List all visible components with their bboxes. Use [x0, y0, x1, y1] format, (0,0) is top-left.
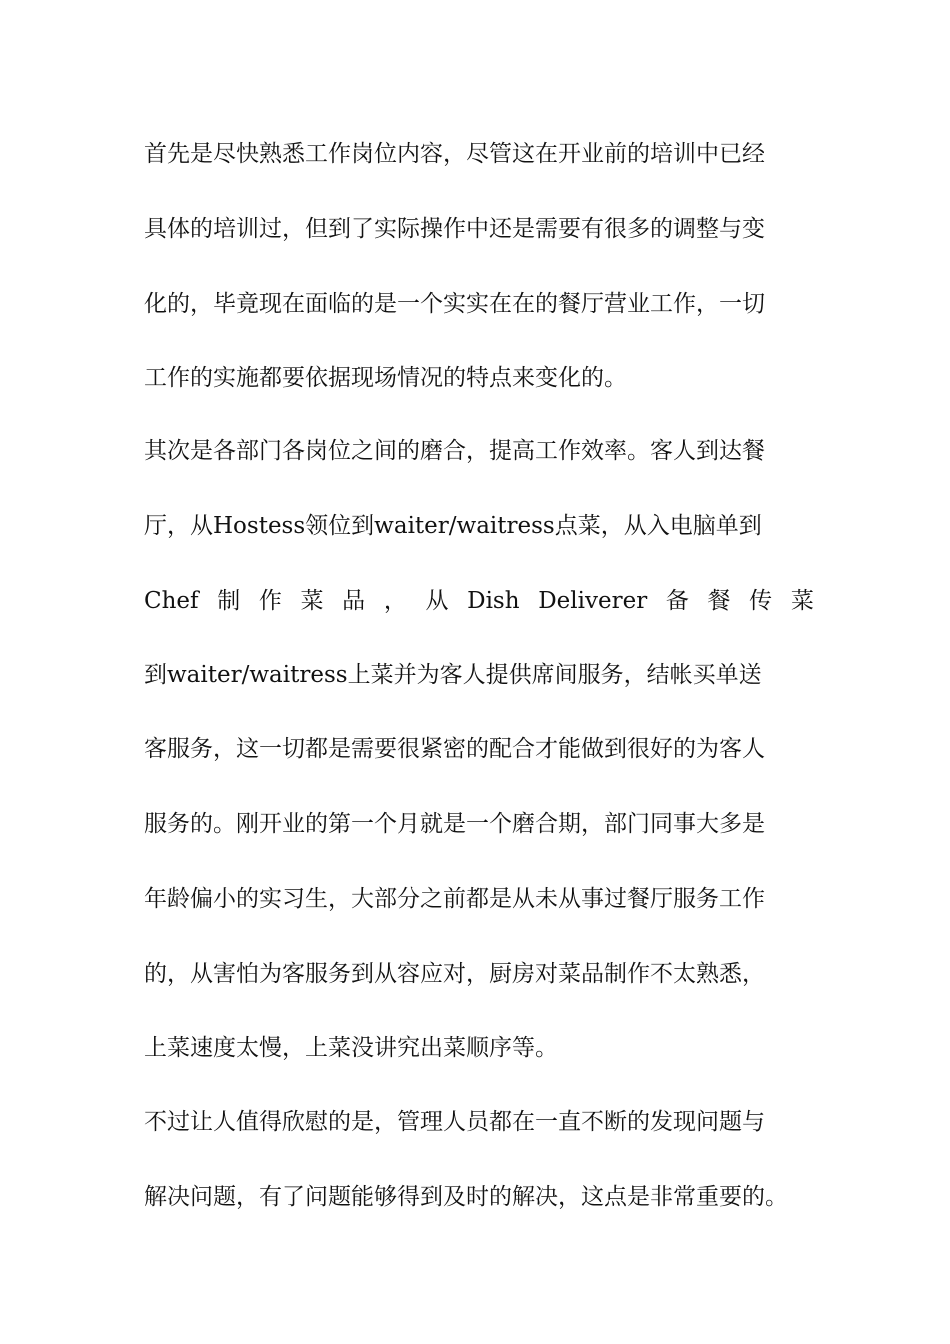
paragraph-line: 服务的。刚开业的第一个月就是一个磨合期，部门同事大多是 [144, 811, 765, 837]
line-word: 传 [749, 588, 773, 614]
line-word: Dish [467, 588, 520, 614]
paragraph-line: 首先是尽快熟悉工作岗位内容，尽管这在开业前的培训中已经 [144, 141, 765, 167]
line-word: 备 [665, 588, 689, 614]
paragraph-line: 不过让人值得欣慰的是，管理人员都在一直不断的发现问题与 [144, 1109, 765, 1135]
paragraph-line: 的，从害怕为客服务到从容应对，厨房对菜品制作不太熟悉， [144, 961, 765, 987]
line-word: Chef [144, 588, 199, 614]
line-word: 餐 [707, 588, 731, 614]
line-word: 从 [425, 588, 449, 614]
paragraph-line: 上菜速度太慢，上菜没讲究出菜顺序等。 [144, 1035, 558, 1061]
paragraph-line: 工作的实施都要依据现场情况的特点来变化的。 [144, 365, 627, 391]
line-word: 制 [217, 588, 241, 614]
paragraph-line: 客服务，这一切都是需要很紧密的配合才能做到很好的为客人 [144, 736, 765, 762]
paragraph-line: 化的，毕竟现在面临的是一个实实在在的餐厅营业工作，一切 [144, 291, 765, 317]
paragraph-line: 到waiter/waitress上菜并为客人提供席间服务，结帐买单送 [144, 662, 762, 688]
justified-paragraph-line [144, 581, 814, 621]
line-word: Deliverer [538, 588, 648, 614]
paragraph-line: 其次是各部门各岗位之间的磨合，提高工作效率。客人到达餐 [144, 438, 765, 464]
line-word: ， [383, 588, 407, 614]
line-word: 菜 [790, 588, 814, 614]
line-word: 品 [342, 588, 366, 614]
paragraph-line: 年龄偏小的实习生，大部分之前都是从未从事过餐厅服务工作 [144, 886, 765, 912]
paragraph-line: 解决问题，有了问题能够得到及时的解决，这点是非常重要的。 [144, 1184, 788, 1210]
paragraph-line: 具体的培训过，但到了实际操作中还是需要有很多的调整与变 [144, 216, 765, 242]
line-word: 菜 [300, 588, 324, 614]
line-word: 作 [258, 588, 282, 614]
paragraph-line: 厅，从Hostess领位到waiter/waitress点菜，从入电脑单到 [144, 513, 762, 539]
